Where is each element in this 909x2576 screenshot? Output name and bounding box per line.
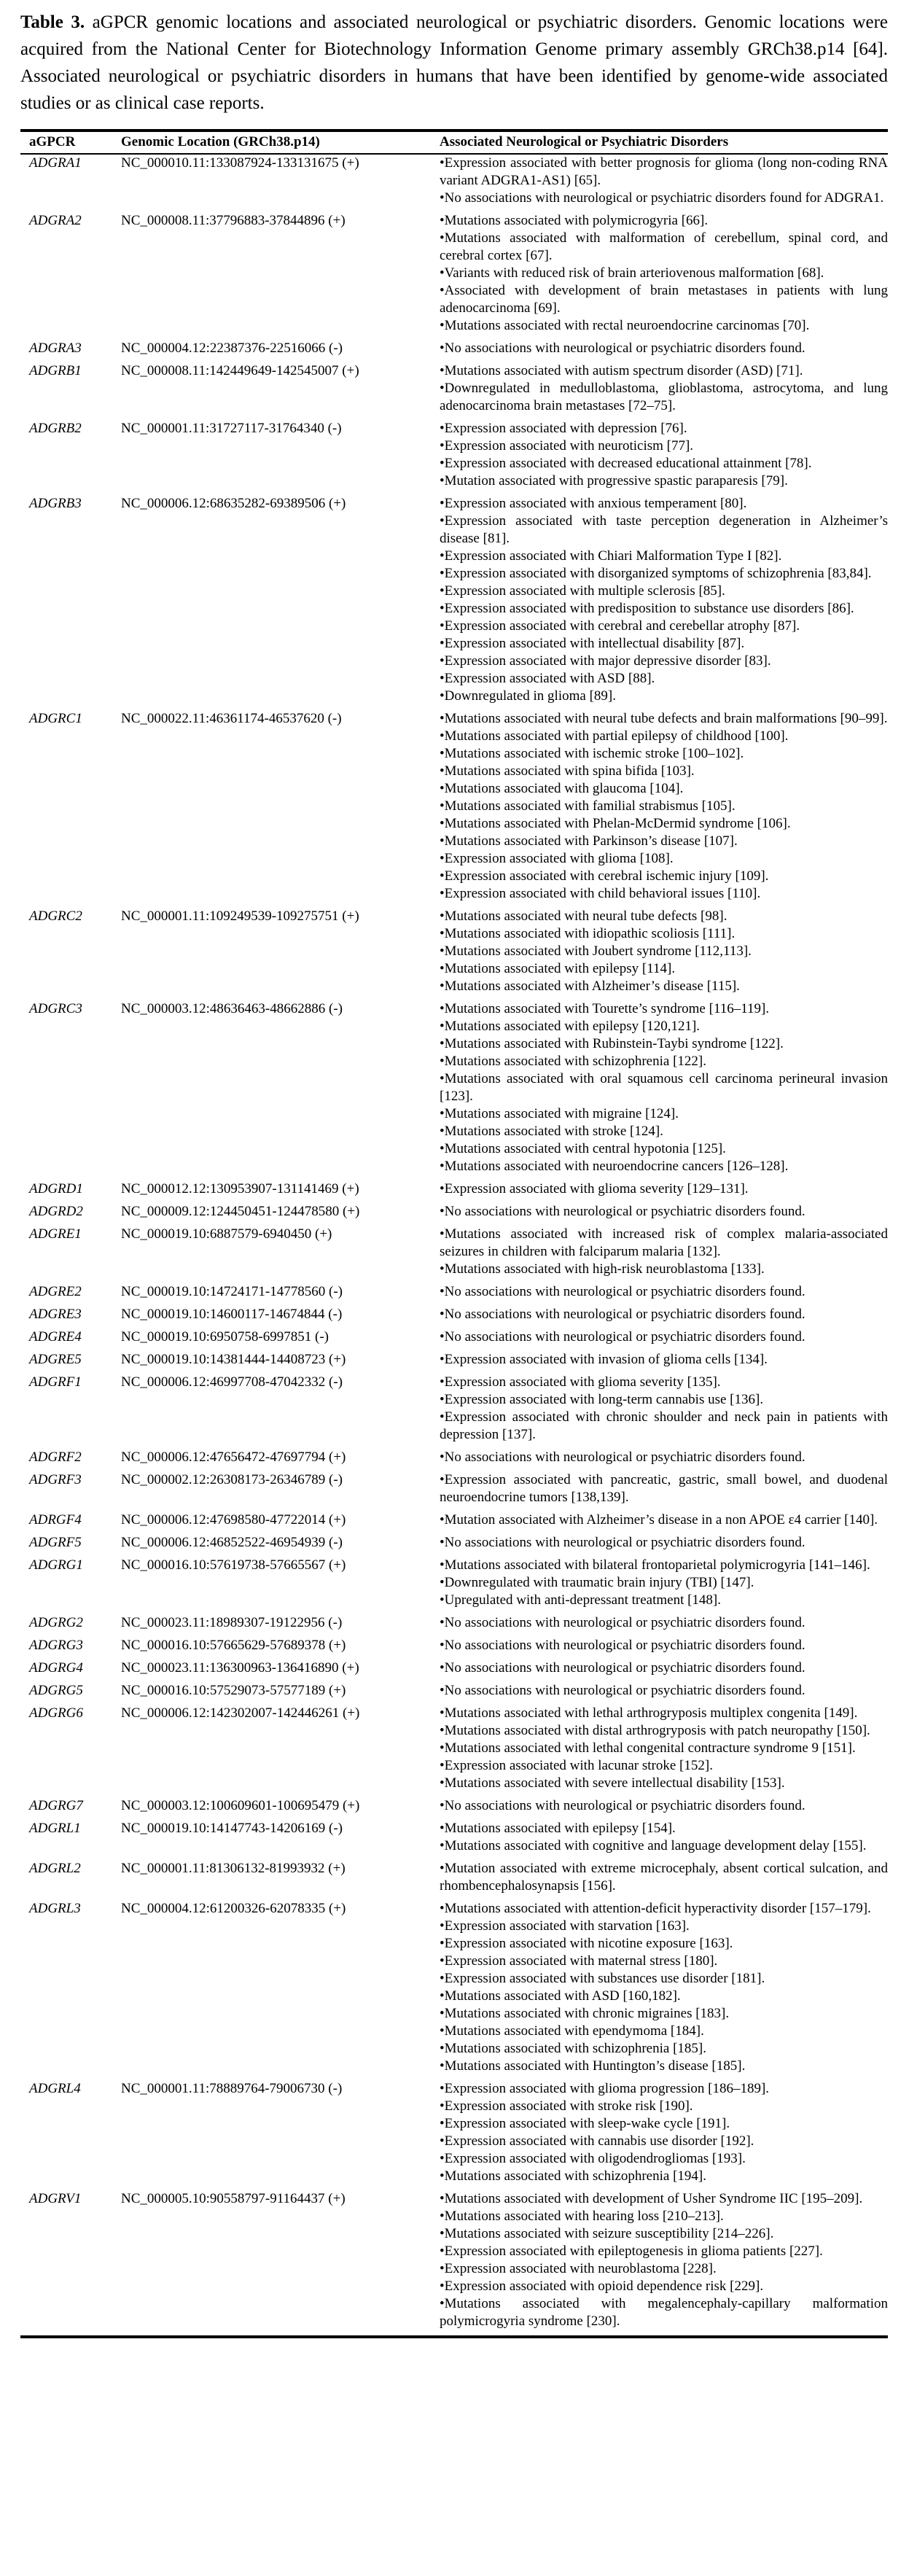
table-row	[20, 1449, 888, 1471]
header-row	[20, 131, 888, 154]
gene-name-cell: ADGRG2	[29, 1615, 83, 1630]
gene-name-cell: ADGRG5	[29, 1683, 83, 1698]
genomic-location-cell: NC_000006.12:46997708-47042332 (-)	[121, 1374, 343, 1390]
gene-name-cell: ADGRF5	[29, 1535, 82, 1550]
disorder-item: • Downregulated with traumatic brain injury (TBI) [147].	[440, 1574, 888, 1592]
genomic-location-cell: NC_000004.12:22387376-22516066 (-)	[121, 341, 343, 356]
disorder-item: • Mutations associated with epilepsy [120,121].	[440, 1018, 888, 1035]
gene-name-cell: ADGRC2	[29, 908, 82, 924]
genomic-location-cell: NC_000001.11:78889764-79006730 (-)	[121, 2081, 343, 2096]
disorders-cell	[440, 1374, 888, 1449]
gene-name-cell: ADGRF1	[29, 1374, 82, 1390]
disorder-item: • Expression associated with anxious temperament [80].	[440, 495, 888, 513]
genomic-location-cell: NC_000023.11:18989307-19122956 (-)	[121, 1615, 343, 1630]
genomic-location-cell: NC_000006.12:68635282-69389506 (+)	[121, 496, 346, 511]
disorder-item: • Mutations associated with lethal arthrogryposis multiplex congenita [149].	[440, 1705, 888, 1722]
disorder-item: • Expression associated with Chiari Malformation Type I [82].	[440, 548, 888, 565]
gene-name-cell: ADGRC1	[29, 711, 82, 726]
disorder-item: • Expression associated with epileptogenesis in glioma patients [227].	[440, 2243, 888, 2260]
table-row	[20, 1306, 888, 1328]
disorder-item: • Mutations associated with distal arthrogryposis with patch neuropathy [150].	[440, 1722, 888, 1740]
table-row	[20, 1557, 888, 1614]
genomic-location-cell: NC_000008.11:37796883-37844896 (+)	[121, 213, 346, 228]
disorder-item: • Expression associated with oligodendrogliomas [193].	[440, 2150, 888, 2168]
gene-name-cell: ADGRE1	[29, 1226, 82, 1242]
genomic-location-cell: NC_000019.10:14724171-14778560 (-)	[121, 1284, 343, 1299]
disorder-item: • No associations with neurological or psychiatric disorders found.	[440, 1449, 888, 1466]
disorder-item: • No associations with neurological or psychiatric disorders found.	[440, 1682, 888, 1700]
gene-name-cell: ADRGF4	[29, 1512, 82, 1528]
disorder-item: • Mutations associated with chronic migraines [183].	[440, 2005, 888, 2023]
disorder-item: • Expression associated with nicotine exposure [163].	[440, 1935, 888, 1953]
gene-name-cell: ADGRG3	[29, 1638, 83, 1653]
genomic-location-cell: NC_000003.12:48636463-48662886 (-)	[121, 1001, 343, 1016]
disorders-cell	[440, 1820, 888, 1860]
disorders-cell	[440, 1226, 888, 1283]
disorders-cell	[440, 1682, 888, 1705]
table-row	[20, 1351, 888, 1374]
disorders-cell	[440, 1637, 888, 1659]
disorder-item: • Expression associated with long-term cannabis use [136].	[440, 1391, 888, 1409]
disorder-item: • Expression associated with multiple sclerosis [85].	[440, 583, 888, 600]
disorder-item: • Mutations associated with increased risk of complex malaria-associated seizures in children with falciparum malaria [132].	[440, 1226, 888, 1261]
genomic-location-cell: NC_000006.12:46852522-46954939 (-)	[121, 1535, 343, 1550]
disorder-item: • Mutations associated with glaucoma [104].	[440, 780, 888, 798]
disorder-item: • Mutations associated with autism spectrum disorder (ASD) [71].	[440, 362, 888, 380]
gene-name-cell: ADGRB1	[29, 363, 82, 378]
disorders-cell	[440, 1511, 888, 1534]
gene-name-cell: ADGRG6	[29, 1705, 83, 1721]
table-row	[20, 1203, 888, 1226]
table-row	[20, 420, 888, 495]
gene-name-cell: ADGRL2	[29, 1861, 81, 1876]
table-row	[20, 212, 888, 340]
disorder-item: • Expression associated with sleep-wake cycle [191].	[440, 2115, 888, 2133]
genomic-location-cell: NC_000009.12:124450451-124478580 (+)	[121, 1204, 360, 1219]
disorders-cell	[440, 2190, 888, 2337]
gene-name-cell: ADGRV1	[29, 2191, 82, 2206]
genomic-location-cell: NC_000019.10:14147743-14206169 (-)	[121, 1821, 343, 1836]
disorder-item: • Mutations associated with stroke [124].	[440, 1123, 888, 1140]
table-row	[20, 2190, 888, 2337]
disorders-cell	[440, 1659, 888, 1682]
disorders-cell	[440, 362, 888, 420]
genomic-location-cell: NC_000002.12:26308173-26346789 (-)	[121, 1472, 343, 1487]
disorder-item: • Mutations associated with cognitive and language development delay [155].	[440, 1837, 888, 1855]
table-row	[20, 1705, 888, 1797]
disorder-item: • Expression associated with cerebral and cerebellar atrophy [87].	[440, 618, 888, 635]
genomic-location-cell: NC_000019.10:14381444-14408723 (+)	[121, 1352, 346, 1367]
disorder-item: • Expression associated with starvation [163].	[440, 1918, 888, 1935]
disorder-item: • Mutations associated with idiopathic scoliosis [111].	[440, 925, 888, 943]
disorder-item: • Expression associated with cerebral ischemic injury [109].	[440, 868, 888, 885]
disorder-item: • Mutations associated with Phelan-McDermid syndrome [106].	[440, 815, 888, 833]
disorder-item: • Expression associated with neuroticism [77].	[440, 437, 888, 455]
disorder-item: • Mutation associated with Alzheimer’s disease in a non APOE ε4 carrier [140].	[440, 1511, 888, 1529]
disorders-cell	[440, 1797, 888, 1820]
caption-text: aGPCR genomic locations and associated neurological or psychiatric disorders. Genomic locations were acquired from the National Center for Biotechnology Information Genome primary assembly GRCh38.p14 [64]. Associated neurological or psychiatric disorders in humans that have been identified by genome-wide associated studies or as clinical case reports.	[20, 12, 889, 113]
disorder-item: • Expression associated with intellectual disability [87].	[440, 635, 888, 653]
disorder-item: • Expression associated with opioid dependence risk [229].	[440, 2278, 888, 2295]
disorder-item: • Mutations associated with hearing loss [210–213].	[440, 2208, 888, 2225]
disorders-cell	[440, 212, 888, 340]
disorder-item: • No associations with neurological or psychiatric disorders found.	[440, 340, 888, 357]
disorders-cell	[440, 1328, 888, 1351]
disorder-item: • No associations with neurological or psychiatric disorders found for ADGRA1.	[440, 190, 888, 207]
disorder-item: • Mutations associated with partial epilepsy of childhood [100].	[440, 728, 888, 745]
disorder-item: • Mutations associated with epilepsy [154].	[440, 1820, 888, 1837]
disorder-item: • Expression associated with stroke risk [190].	[440, 2098, 888, 2115]
disorder-item: • Expression associated with better prognosis for glioma (long non-coding RNA variant ADGRA1-AS1) [65].	[440, 155, 888, 190]
disorder-item: • Mutation associated with extreme microcephaly, absent cortical sulcation, and rhombencephalosynapsis [156].	[440, 1860, 888, 1895]
genomic-location-cell: NC_000006.12:142302007-142446261 (+)	[121, 1705, 360, 1721]
table-row	[20, 1283, 888, 1306]
gene-name-cell: ADGRF3	[29, 1472, 82, 1487]
disorders-cell	[440, 1000, 888, 1180]
disorder-item: • Mutations associated with Alzheimer’s disease [115].	[440, 978, 888, 995]
disorder-item: • Mutations associated with bilateral frontoparietal polymicrogyria [141–146].	[440, 1557, 888, 1574]
disorder-item: • No associations with neurological or psychiatric disorders found.	[440, 1614, 888, 1632]
disorders-cell	[440, 1614, 888, 1637]
disorder-item: • No associations with neurological or psychiatric disorders found.	[440, 1203, 888, 1221]
table-row	[20, 1682, 888, 1705]
genomic-location-cell: NC_000001.11:81306132-81993932 (+)	[121, 1861, 346, 1876]
gene-name-cell: ADGRF2	[29, 1450, 82, 1465]
disorder-item: • Mutations associated with development of Usher Syndrome IIC [195–209].	[440, 2190, 888, 2208]
disorder-item: • Mutations associated with ependymoma [184].	[440, 2023, 888, 2040]
disorders-cell	[440, 154, 888, 212]
table-row	[20, 1000, 888, 1180]
table-row	[20, 1860, 888, 1900]
genomic-location-cell: NC_000005.10:90558797-91164437 (+)	[121, 2191, 346, 2206]
disorder-item: • Expression associated with ASD [88].	[440, 670, 888, 688]
table-row	[20, 710, 888, 908]
disorders-cell	[440, 710, 888, 908]
disorder-item: • No associations with neurological or psychiatric disorders found.	[440, 1659, 888, 1677]
gene-name-cell: ADGRG1	[29, 1557, 83, 1573]
disorder-item: • Expression associated with predisposition to substance use disorders [86].	[440, 600, 888, 618]
gene-name-cell: ADGRD1	[29, 1181, 83, 1196]
disorders-cell	[440, 1534, 888, 1557]
disorder-item: • No associations with neurological or psychiatric disorders found.	[440, 1328, 888, 1346]
genomic-location-cell: NC_000001.11:109249539-109275751 (+)	[121, 908, 359, 924]
disorder-item: • Expression associated with cannabis use disorder [192].	[440, 2133, 888, 2150]
disorder-item: • Mutations associated with rectal neuroendocrine carcinomas [70].	[440, 317, 888, 335]
genomic-location-cell: NC_000016.10:57619738-57665567 (+)	[121, 1557, 346, 1573]
genomic-location-cell: NC_000004.12:61200326-62078335 (+)	[121, 1901, 346, 1916]
table-row	[20, 495, 888, 710]
disorder-item: • Mutations associated with oral squamous cell carcinoma perineural invasion [123].	[440, 1070, 888, 1105]
disorder-item: • Mutations associated with Joubert syndrome [112,113].	[440, 943, 888, 960]
disorder-item: • Expression associated with taste perception degeneration in Alzheimer’s disease [81].	[440, 513, 888, 548]
disorder-item: • Expression associated with neuroblastoma [228].	[440, 2260, 888, 2278]
disorder-item: • Downregulated in glioma [89].	[440, 688, 888, 705]
disorder-item: • Expression associated with lacunar stroke [152].	[440, 1757, 888, 1775]
gene-name-cell: ADGRL4	[29, 2081, 81, 2096]
table-row	[20, 1511, 888, 1534]
disorder-item: • No associations with neurological or psychiatric disorders found.	[440, 1534, 888, 1552]
gene-name-cell: ADGRE4	[29, 1329, 82, 1345]
disorder-item: • Expression associated with invasion of glioma cells [134].	[440, 1351, 888, 1369]
disorder-item: • Mutations associated with severe intellectual disability [153].	[440, 1775, 888, 1792]
genomic-location-cell: NC_000001.11:31727117-31764340 (-)	[121, 421, 342, 436]
disorder-item: • Mutations associated with familial strabismus [105].	[440, 798, 888, 815]
genomic-location-cell: NC_000016.10:57529073-57577189 (+)	[121, 1683, 346, 1698]
disorders-cell	[440, 1471, 888, 1511]
disorder-item: • Mutations associated with Rubinstein-Taybi syndrome [122].	[440, 1035, 888, 1053]
agpcr-table	[20, 129, 888, 2338]
gene-name-cell: ADGRD2	[29, 1204, 83, 1219]
disorder-item: • Mutations associated with ischemic stroke [100–102].	[440, 745, 888, 763]
disorder-item: • Mutations associated with schizophrenia [194].	[440, 2168, 888, 2185]
disorder-item: • Mutations associated with polymicrogyria [66].	[440, 212, 888, 230]
disorders-cell	[440, 1449, 888, 1471]
disorder-item: • Expression associated with disorganized symptoms of schizophrenia [83,84].	[440, 565, 888, 583]
table-row	[20, 1637, 888, 1659]
genomic-location-cell: NC_000003.12:100609601-100695479 (+)	[121, 1798, 360, 1813]
genomic-location-cell: NC_000016.10:57665629-57689378 (+)	[121, 1638, 346, 1653]
genomic-location-cell: NC_000012.12:130953907-131141469 (+)	[121, 1181, 359, 1196]
disorders-cell	[440, 1306, 888, 1328]
disorders-cell	[440, 1900, 888, 2080]
gene-name-cell: ADGRE2	[29, 1284, 82, 1299]
gene-name-cell: ADGRL1	[29, 1821, 81, 1836]
genomic-location-cell: NC_000019.10:14600117-14674844 (-)	[121, 1307, 343, 1322]
gene-name-cell: ADGRA3	[29, 341, 82, 356]
disorder-item: • Mutations associated with high-risk neuroblastoma [133].	[440, 1261, 888, 1278]
disorder-item: • Mutations associated with malformation of cerebellum, spinal cord, and cerebral cortex [67].	[440, 230, 888, 265]
disorder-item: • Expression associated with maternal stress [180].	[440, 1953, 888, 1970]
gene-name-cell: ADGRG7	[29, 1798, 83, 1813]
genomic-location-cell: NC_000010.11:133087924-133131675 (+)	[121, 155, 359, 171]
gene-name-cell: ADGRA2	[29, 213, 82, 228]
disorder-item: • Expression associated with chronic shoulder and neck pain in patients with depression [137].	[440, 1409, 888, 1444]
disorder-item: • Mutations associated with megalencephaly-capillary malformation polymicrogyria syndrome [230].	[440, 2295, 888, 2330]
disorder-item: • Mutations associated with schizophrenia [185].	[440, 2040, 888, 2058]
table-row	[20, 1226, 888, 1283]
genomic-location-cell: NC_000019.10:6887579-6940450 (+)	[121, 1226, 332, 1242]
disorder-item: • Mutations associated with Huntington’s disease [185].	[440, 2058, 888, 2075]
table-row	[20, 362, 888, 420]
disorder-item: • Associated with development of brain metastases in patients with lung adenocarcinoma [69].	[440, 282, 888, 317]
disorder-item: • Expression associated with glioma [108].	[440, 850, 888, 868]
disorder-item: • Mutations associated with lethal congenital contracture syndrome 9 [151].	[440, 1740, 888, 1757]
disorder-item: • Expression associated with major depressive disorder [83].	[440, 653, 888, 670]
gene-name-cell: ADGRB2	[29, 421, 82, 436]
disorder-item: • No associations with neurological or psychiatric disorders found.	[440, 1306, 888, 1323]
caption-label: Table 3.	[20, 12, 85, 32]
genomic-location-cell: NC_000019.10:6950758-6997851 (-)	[121, 1329, 329, 1345]
table-row	[20, 340, 888, 362]
disorder-item: • Mutations associated with Parkinson’s disease [107].	[440, 833, 888, 850]
disorder-item: • Expression associated with child behavioral issues [110].	[440, 885, 888, 903]
gene-name-cell: ADGRE5	[29, 1352, 82, 1367]
disorder-item: • Mutations associated with neural tube defects [98].	[440, 908, 888, 925]
disorder-item: • Mutations associated with neural tube defects and brain malformations [90–99].	[440, 710, 888, 728]
table-row	[20, 154, 888, 212]
disorder-item: • Mutation associated with progressive spastic paraparesis [79].	[440, 472, 888, 490]
table-row	[20, 1659, 888, 1682]
table-row	[20, 1328, 888, 1351]
disorders-cell	[440, 1283, 888, 1306]
table-caption	[20, 9, 888, 117]
disorder-item: • Mutations associated with epilepsy [114].	[440, 960, 888, 978]
gene-name-cell: ADGRA1	[29, 155, 82, 171]
disorder-item: • Expression associated with depression [76].	[440, 420, 888, 437]
disorders-cell	[440, 420, 888, 495]
genomic-location-cell: NC_000008.11:142449649-142545007 (+)	[121, 363, 359, 378]
disorders-cell	[440, 1705, 888, 1797]
disorders-cell	[440, 495, 888, 710]
col-header-disorders: Associated Neurological or Psychiatric Disorders	[440, 131, 888, 154]
genomic-location-cell: NC_000023.11:136300963-136416890 (+)	[121, 1660, 359, 1676]
disorder-item: • No associations with neurological or psychiatric disorders found.	[440, 1797, 888, 1815]
table-row	[20, 2080, 888, 2190]
disorder-item: • Mutations associated with attention-deficit hyperactivity disorder [157–179].	[440, 1900, 888, 1918]
disorder-item: • Mutations associated with spina bifida [103].	[440, 763, 888, 780]
genomic-location-cell: NC_000022.11:46361174-46537620 (-)	[121, 711, 342, 726]
disorder-item: • Mutations associated with migraine [124].	[440, 1105, 888, 1123]
gene-name-cell: ADGRC3	[29, 1001, 82, 1016]
col-header-agpcr: aGPCR	[20, 131, 121, 154]
disorder-item: • Mutations associated with central hypotonia [125].	[440, 1140, 888, 1158]
disorder-item: • Mutations associated with Tourette’s syndrome [116–119].	[440, 1000, 888, 1018]
genomic-location-cell: NC_000006.12:47656472-47697794 (+)	[121, 1450, 346, 1465]
disorders-cell	[440, 1351, 888, 1374]
disorder-item: • Downregulated in medulloblastoma, glioblastoma, astrocytoma, and lung adenocarcinoma brain metastases [72–75].	[440, 380, 888, 415]
table-row	[20, 908, 888, 1000]
disorders-cell	[440, 2080, 888, 2190]
disorder-item: • Expression associated with substances use disorder [181].	[440, 1970, 888, 1988]
table-row	[20, 1471, 888, 1511]
disorder-item: • Expression associated with glioma severity [135].	[440, 1374, 888, 1391]
disorders-cell	[440, 908, 888, 1000]
table-row	[20, 1374, 888, 1449]
table-row	[20, 1820, 888, 1860]
disorders-cell	[440, 340, 888, 362]
gene-name-cell: ADGRG4	[29, 1660, 83, 1676]
genomic-location-cell: NC_000006.12:47698580-47722014 (+)	[121, 1512, 346, 1528]
disorders-cell	[440, 1180, 888, 1203]
disorder-item: • No associations with neurological or psychiatric disorders found.	[440, 1637, 888, 1654]
disorder-item: • Expression associated with decreased educational attainment [78].	[440, 455, 888, 472]
disorder-item: • Expression associated with pancreatic, gastric, small bowel, and duodenal neuroendocrine tumors [138,139].	[440, 1471, 888, 1506]
table-row	[20, 1900, 888, 2080]
table-row	[20, 1797, 888, 1820]
disorder-item: • Mutations associated with ASD [160,182].	[440, 1988, 888, 2005]
table-header	[20, 131, 888, 154]
disorder-item: • Expression associated with glioma severity [129–131].	[440, 1180, 888, 1198]
disorder-item: • Variants with reduced risk of brain arteriovenous malformation [68].	[440, 265, 888, 282]
col-header-genomic-location: Genomic Location (GRCh38.p14)	[121, 131, 440, 154]
disorder-item: • Mutations associated with schizophrenia [122].	[440, 1053, 888, 1070]
table-row	[20, 1534, 888, 1557]
disorders-cell	[440, 1557, 888, 1614]
disorders-cell	[440, 1860, 888, 1900]
disorder-item: • No associations with neurological or psychiatric disorders found.	[440, 1283, 888, 1301]
table-row	[20, 1180, 888, 1203]
disorder-item: • Expression associated with glioma progression [186–189].	[440, 2080, 888, 2098]
disorders-cell	[440, 1203, 888, 1226]
disorder-item: • Upregulated with anti-depressant treatment [148].	[440, 1592, 888, 1609]
table-row	[20, 1614, 888, 1637]
disorder-item: • Mutations associated with seizure susceptibility [214–226].	[440, 2225, 888, 2243]
disorder-item: • Mutations associated with neuroendocrine cancers [126–128].	[440, 1158, 888, 1175]
gene-name-cell: ADGRB3	[29, 496, 82, 511]
table-body	[20, 154, 888, 2337]
gene-name-cell: ADGRE3	[29, 1307, 82, 1322]
gene-name-cell: ADGRL3	[29, 1901, 81, 1916]
